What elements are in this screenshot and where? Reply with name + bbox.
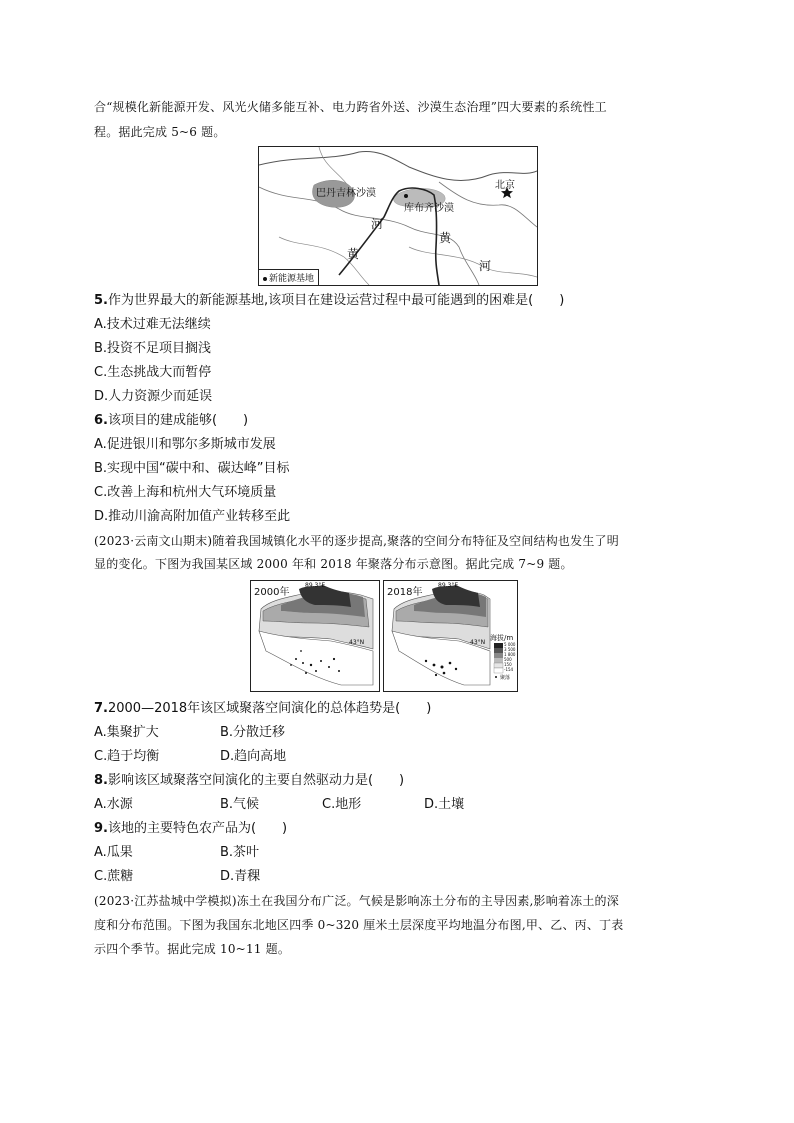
question-stem: 影响该区域聚落空间演化的主要自然驱动力是( )	[107, 773, 405, 788]
question-9	[94, 820, 287, 838]
question-number: 8.	[94, 773, 108, 788]
question-7	[94, 700, 431, 718]
option-d[interactable]: D.趋向高地	[220, 749, 287, 764]
option-c[interactable]: C.生态挑战大而暂停	[94, 365, 212, 380]
option-d[interactable]: D.人力资源少而延误	[94, 389, 213, 404]
settlement-map-2018	[383, 580, 518, 692]
option-c[interactable]: C.地形	[322, 797, 362, 812]
map-year-label: 2000年	[254, 587, 290, 598]
new-energy-base-map	[258, 146, 538, 286]
option-c[interactable]: C.蔗糖	[94, 869, 134, 884]
intro-text-line: 合“规模化新能源开发、风光火储多能互补、电力跨省外送、沙漠生态治理”四大要素的系统性工	[94, 100, 607, 114]
latitude-label: 43°N	[470, 639, 486, 646]
option-a[interactable]: A.技术过难无法继续	[94, 317, 211, 332]
legend-value: 1 800	[504, 652, 516, 657]
map-legend	[259, 269, 319, 285]
legend-value: 5 000	[504, 642, 516, 647]
option-a[interactable]: A.促进银川和鄂尔多斯城市发展	[94, 437, 276, 452]
option-a[interactable]: A.水源	[94, 797, 133, 812]
option-b[interactable]: B.茶叶	[220, 845, 260, 860]
map-label-kubuqi: 库布齐沙漠	[404, 203, 454, 214]
map-label-river: 河	[479, 259, 492, 273]
option-a[interactable]: A.集聚扩大	[94, 725, 159, 740]
intro-text-line: 示四个季节。据此完成 10~11 题。	[94, 942, 291, 956]
map-drawing	[259, 147, 537, 285]
option-b[interactable]: B.实现中国“碳中和、碳达峰”目标	[94, 461, 290, 476]
intro-text-line: 度和分布范围。下图为我国东北地区四季 0~320 厘米土层深度平均地温分布图,甲、乙、丙、丁表	[94, 918, 624, 932]
map-label-badain: 巴丹吉林沙漠	[316, 188, 376, 199]
question-stem: 该地的主要特色农产品为( )	[107, 821, 288, 836]
map-label-beijing: 北京	[495, 180, 515, 191]
option-c[interactable]: C.趋于均衡	[94, 749, 160, 764]
latitude-label: 43°N	[349, 639, 365, 646]
longitude-label: 89.3°E	[305, 582, 326, 589]
legend-title: 海拔/m	[490, 634, 514, 642]
option-c[interactable]: C.改善上海和杭州大气环境质量	[94, 485, 277, 500]
option-a[interactable]: A.瓜果	[94, 845, 133, 860]
legend-value: 3 500	[504, 647, 516, 652]
option-d[interactable]: D.青稞	[220, 869, 261, 884]
question-number: 9.	[94, 821, 108, 836]
option-d[interactable]: D.土壤	[424, 797, 465, 812]
longitude-label: 89.3°E	[438, 582, 459, 589]
question-stem: 作为世界最大的新能源基地,该项目在建设运营过程中最可能遇到的困难是( )	[107, 293, 565, 308]
settlement-map-2000	[250, 580, 380, 692]
map-label-river: 黄	[347, 247, 360, 261]
question-number: 7.	[94, 701, 108, 716]
option-d[interactable]: D.推动川渝高附加值产业转移至此	[94, 509, 291, 524]
question-8	[94, 772, 404, 790]
legend-label: 新能源基地	[269, 274, 315, 284]
map-label-river: 河	[371, 217, 384, 231]
question-5	[94, 292, 564, 310]
map-year-label: 2018年	[387, 587, 423, 598]
base-dot-icon	[263, 277, 267, 281]
legend-value: -154	[504, 667, 514, 672]
legend-dot-label: 聚落	[500, 675, 511, 681]
question-stem: 2000—2018年该区域聚落空间演化的总体趋势是( )	[107, 701, 432, 716]
question-number: 6.	[94, 413, 108, 428]
legend-value: 500	[504, 657, 512, 662]
intro-text-line: 显的变化。下图为我国某区域 2000 年和 2018 年聚落分布示意图。据此完成 7~9 题。	[94, 557, 573, 571]
intro-text-line: (2023·云南文山期末)随着我国城镇化水平的逐步提高,聚落的空间分布特征及空间结构也发生了明	[94, 534, 619, 548]
question-6	[94, 412, 248, 430]
option-b[interactable]: B.分散迁移	[220, 725, 286, 740]
option-b[interactable]: B.投资不足项目搁浅	[94, 341, 212, 356]
intro-text-line: 程。据此完成 5~6 题。	[94, 125, 226, 139]
legend-value: 150	[504, 662, 512, 667]
question-number: 5.	[94, 293, 108, 308]
map-label-river: 黄	[439, 231, 452, 245]
intro-text-line: (2023·江苏盐城中学模拟)冻土在我国分布广泛。气候是影响冻土分布的主导因素,影响着冻土的深	[94, 894, 619, 908]
question-stem: 该项目的建成能够( )	[107, 413, 249, 428]
option-b[interactable]: B.气候	[220, 797, 260, 812]
